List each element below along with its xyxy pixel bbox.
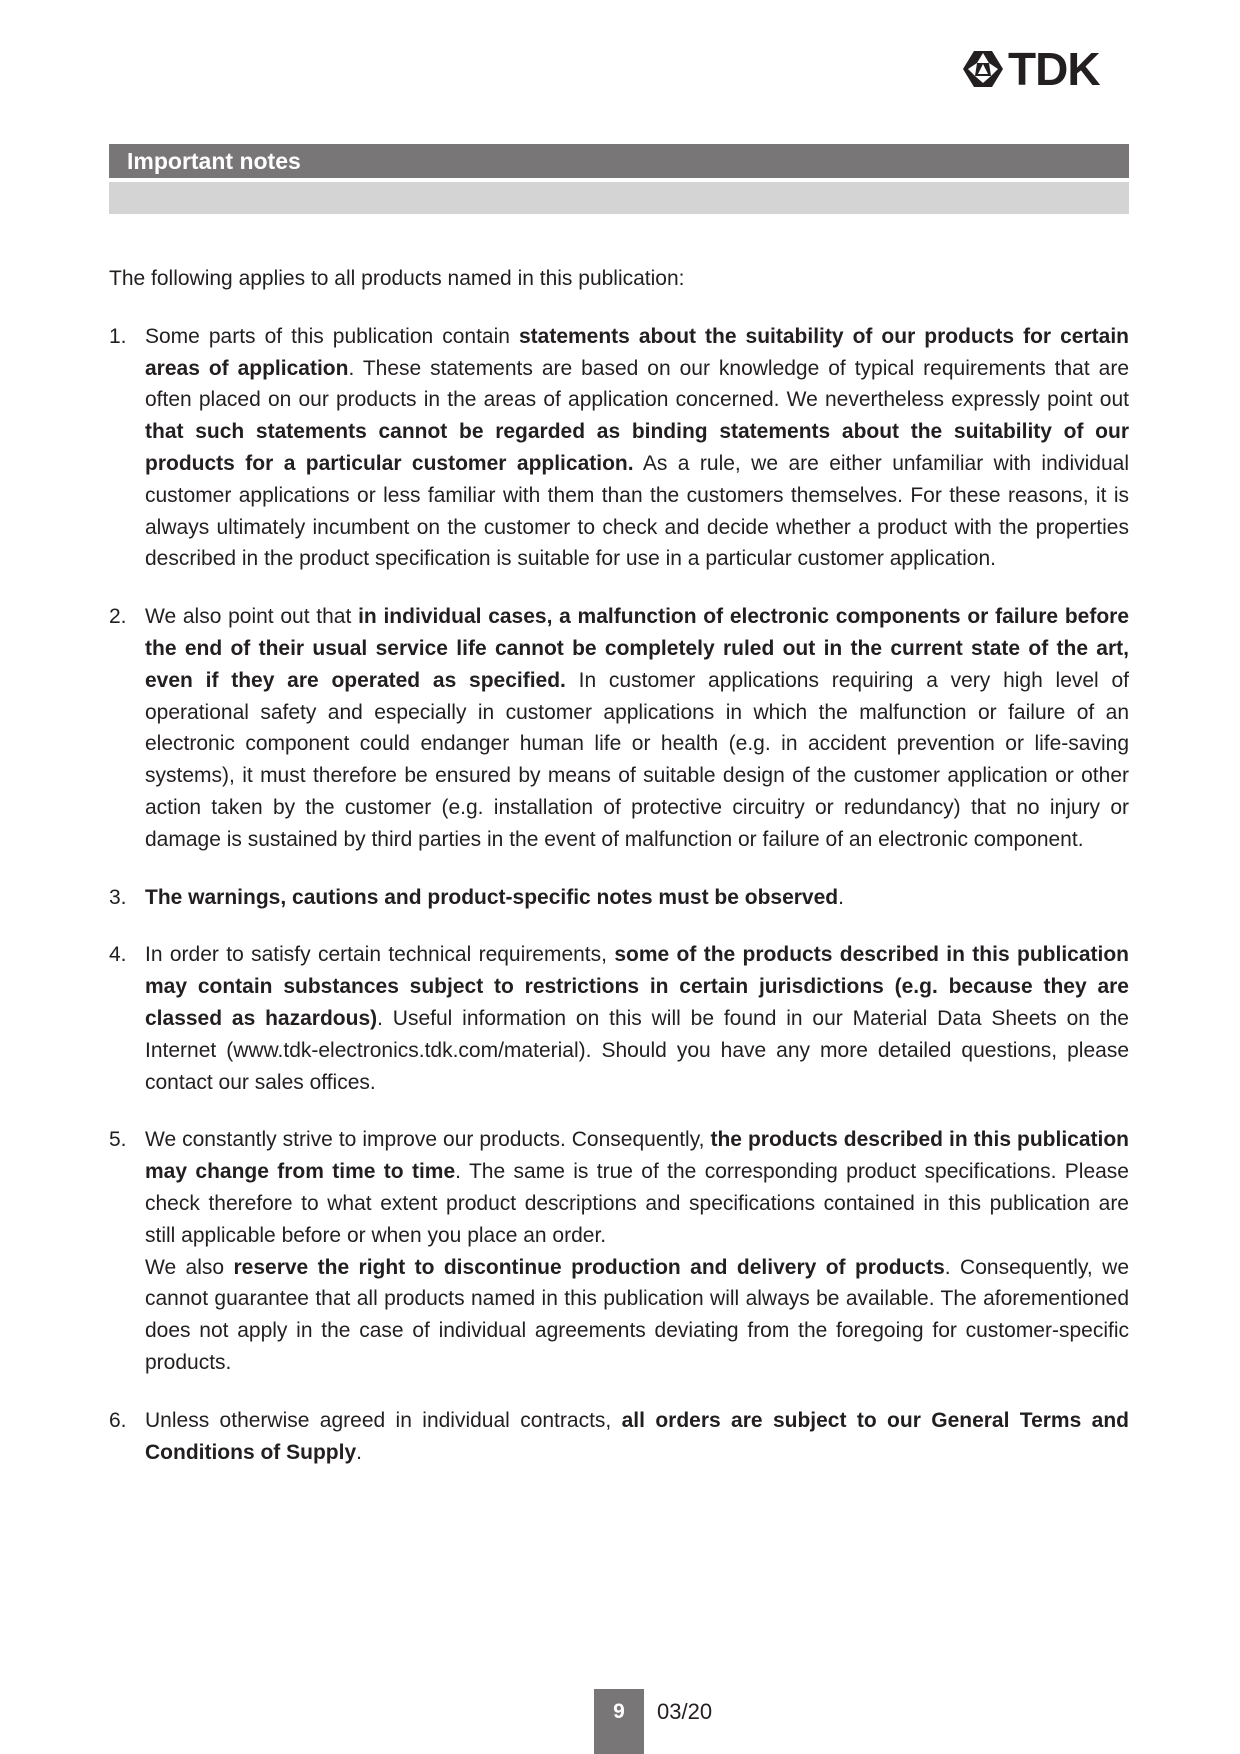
note-text xyxy=(145,939,1129,1098)
note-item xyxy=(109,882,1129,914)
note-segment: We also point out that xyxy=(145,605,359,629)
note-text xyxy=(145,601,1129,855)
note-emphasis: statements about the suitability of our products for certain areas of application xyxy=(145,324,1129,380)
note-segment: . Consequently, we cannot guarantee that all products named in this publication will always be available. The aforementioned does not apply in the case of individual agreements deviating from the foregoing for customer-specific products. xyxy=(145,1255,1129,1374)
note-emphasis: reserve the right to discontinue production and delivery of products xyxy=(233,1255,945,1279)
notes-list xyxy=(109,321,1129,1469)
note-number: 1. xyxy=(109,324,127,348)
note-text xyxy=(145,1405,1129,1469)
note-item xyxy=(109,321,1129,575)
note-segment: . xyxy=(356,1440,362,1464)
note-segment: Unless otherwise agreed in individual contracts, xyxy=(145,1408,622,1432)
note-number: 5. xyxy=(109,1128,127,1152)
note-segment: . These statements are based on our knowledge of typical requirements that are often placed on our products in the areas of application concerned. We nevertheless expressly point out xyxy=(145,356,1129,412)
note-emphasis: The warnings, cautions and product-specific notes must be observed xyxy=(145,885,839,909)
note-segment: Some parts of this publication contain xyxy=(145,324,519,348)
note-segment: In customer applications requiring a very high level of operational safety and especially in customer applications in which the malfunction or failure of an electronic component could endanger human life or health (e.g. in accident prevention or life-saving systems), it must therefore be ensured by means of suitable design of the customer application or other action taken by the customer (e.g. installation of protective circuitry or redundancy) that no injury or damage is sustained by third parties in the event of malfunction or failure of an electronic component. xyxy=(145,668,1129,851)
revision-date: 03/20 xyxy=(657,1699,713,1724)
intro-text: The following applies to all products named in this publication: xyxy=(109,267,685,290)
tdk-wordmark: TDK xyxy=(1008,43,1100,95)
note-emphasis: all orders are subject to our General Terms and Conditions of Supply xyxy=(145,1408,1129,1464)
notes-body xyxy=(109,263,1129,1494)
note-segment: . The same is true of the corresponding product specifications. Please check therefore to what extent product descriptions and specifications contained in this publication are still applicable before or when you place an order. xyxy=(145,1160,1129,1247)
note-text xyxy=(145,1124,1129,1378)
note-item xyxy=(109,939,1129,1098)
note-emphasis: some of the products described in this publication may contain substances subject to restrictions in certain jurisdictions (e.g. because they are classed as hazardous) xyxy=(145,943,1129,1030)
note-segment: . Useful information on this will be found in our Material Data Sheets on the Internet (www.tdk-electronics.tdk.com/material). Should you have any more detailed questions, please contact our sales offices. xyxy=(145,1006,1129,1094)
note-segment: As a rule, we are either unfamiliar with individual customer applications or less familiar with them than the customers themselves. For these reasons, it is always ultimately incumbent on the customer to check and decide whether a product with the properties described in the product specification is suitable for use in a particular customer application. xyxy=(145,451,1129,571)
note-segment: In order to satisfy certain technical requirements, xyxy=(145,943,615,967)
note-item xyxy=(109,601,1129,855)
note-text xyxy=(145,321,1129,575)
note-segment: . xyxy=(838,885,844,909)
note-emphasis: in individual cases, a malfunction of electronic components or failure before the end of their usual service life cannot be completely ruled out in the current state of the art, even if they are operated as specified. xyxy=(145,605,1129,692)
note-emphasis: the products described in this publication may change from time to time xyxy=(145,1128,1129,1184)
note-item xyxy=(109,1405,1129,1469)
note-number: 3. xyxy=(109,885,127,909)
section-subheader-bar xyxy=(109,182,1129,214)
section-title: Important notes xyxy=(127,148,301,174)
note-segment: We also xyxy=(145,1255,234,1279)
page-number: 9 xyxy=(594,1689,644,1754)
note-number: 2. xyxy=(109,605,127,629)
section-header-bar xyxy=(109,144,1129,178)
note-number: 6. xyxy=(109,1408,127,1432)
note-number: 4. xyxy=(109,943,127,967)
note-emphasis: that such statements cannot be regarded as binding statements about the suitability of our products for a particular customer application. xyxy=(145,420,1129,475)
note-item xyxy=(109,1124,1129,1378)
note-segment: We constantly strive to improve our products. Consequently, xyxy=(145,1128,711,1152)
tdk-logo xyxy=(962,43,1100,95)
tdk-emblem-icon xyxy=(962,50,1004,88)
note-text xyxy=(145,882,1129,914)
